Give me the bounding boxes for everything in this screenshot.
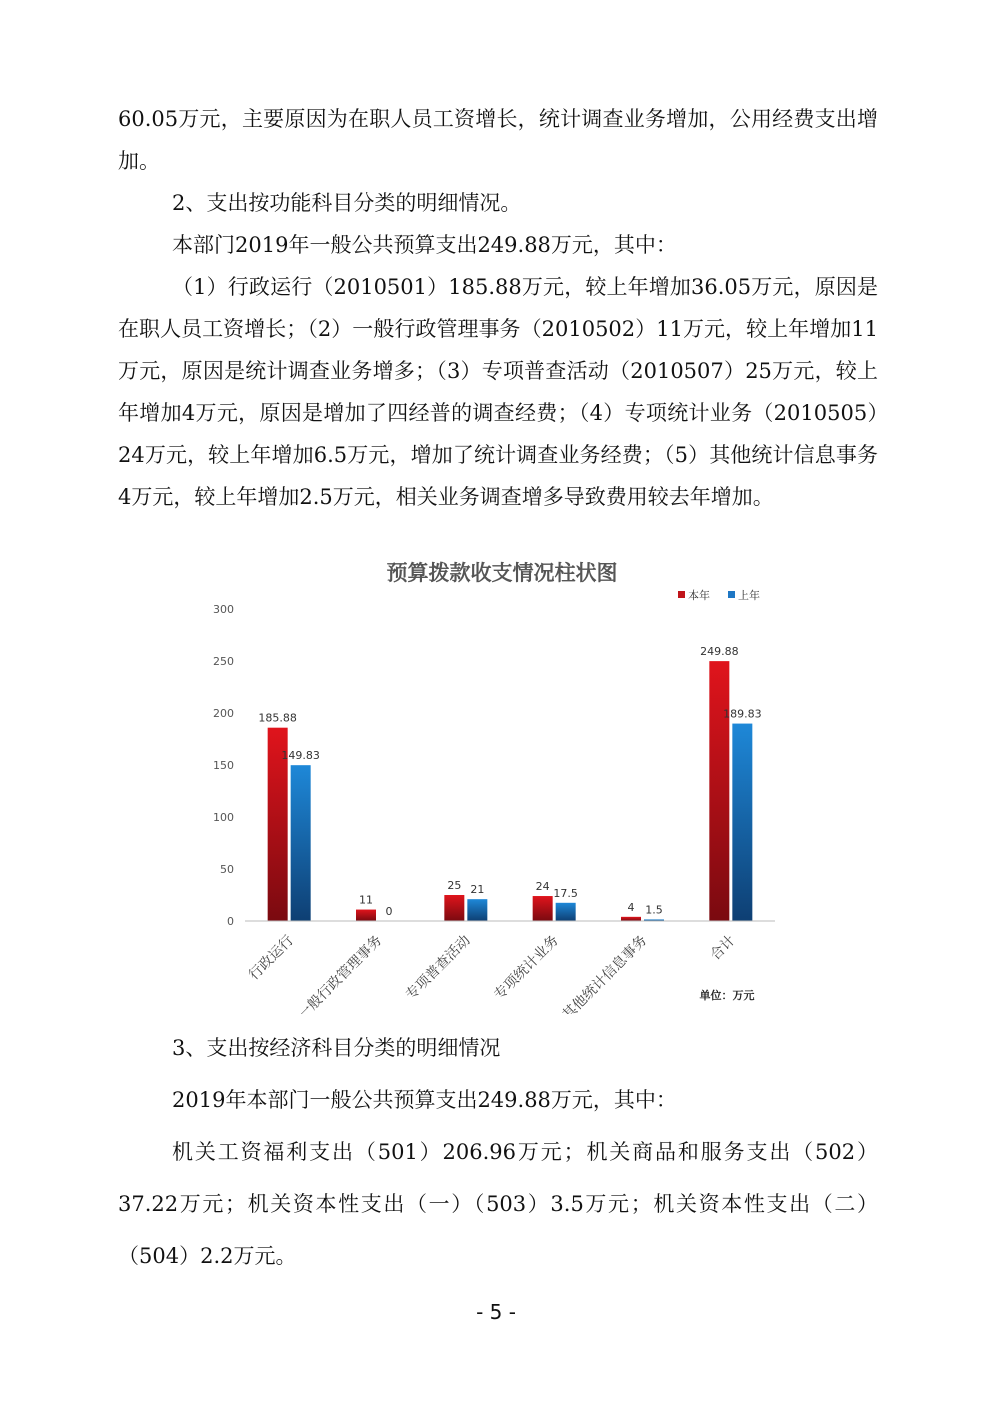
x-tick-label: 专项统计业务 xyxy=(491,932,562,1004)
bar-label-current-year: 185.88 xyxy=(258,711,297,725)
section-2-heading: 2、支出按功能科目分类的明细情况。 xyxy=(172,191,522,215)
y-tick-label: 250 xyxy=(213,655,234,668)
budget-bar-chart xyxy=(200,554,792,1014)
bar-label-current-year: 4 xyxy=(627,900,635,914)
y-tick-label: 100 xyxy=(213,811,234,824)
y-axis xyxy=(213,603,234,928)
unit-note: 单位：万元 xyxy=(699,989,755,1002)
section-2-intro: 本部门2019年一般公共预算支出249.88万元，其中： xyxy=(172,233,677,257)
legend-label-previous-year: 上年 xyxy=(738,589,760,602)
y-tick-label: 50 xyxy=(220,863,234,876)
bar-label-previous-year: 21 xyxy=(470,883,485,897)
bar-previous-year xyxy=(467,899,487,921)
bar-current-year xyxy=(533,896,553,921)
y-tick-label: 150 xyxy=(213,759,234,772)
paragraph-continued: 60.05万元，主要原因为在职人员工资增长，统计调查业务增加，公用经费支出增加。 xyxy=(118,107,878,173)
x-tick-label: 行政运行 xyxy=(246,932,297,984)
chart-legend xyxy=(678,588,760,602)
bar-current-year xyxy=(356,910,376,921)
x-tick-label: 一般行政管理事务 xyxy=(294,932,386,1014)
bar-label-previous-year: 189.83 xyxy=(723,707,762,721)
x-tick-label: 专项普查活动 xyxy=(402,932,474,1004)
legend-swatch-current-year xyxy=(678,591,685,598)
bar-label-current-year: 11 xyxy=(359,893,373,907)
bar-label-previous-year: 1.5 xyxy=(645,903,663,917)
section-3-heading: 3、支出按经济科目分类的明细情况 xyxy=(172,1036,501,1060)
bar-label-current-year: 24 xyxy=(535,880,550,894)
bar-previous-year xyxy=(556,903,576,921)
x-tick-label: 其他统计信息事务 xyxy=(559,932,651,1014)
page-number: - 5 - xyxy=(476,1300,516,1324)
y-tick-label: 0 xyxy=(227,915,234,928)
legend-label-current-year: 本年 xyxy=(688,589,710,602)
section-3-detail: 机关工资福利支出（501）206.96万元；机关商品和服务支出（502）37.22万元；机关资本性支出（一）（503）3.5万元；机关资本性支出（二）（504）2.2万元。 xyxy=(118,1140,878,1268)
bar-previous-year xyxy=(732,724,752,921)
y-tick-label: 300 xyxy=(213,603,234,616)
section-3-intro: 2019年本部门一般公共预算支出249.88万元，其中： xyxy=(172,1088,677,1112)
bar-label-previous-year: 149.83 xyxy=(281,749,320,763)
bar-label-previous-year: 17.5 xyxy=(553,886,578,900)
y-tick-label: 200 xyxy=(213,707,234,720)
section-2-detail: （1）行政运行（2010501）185.88万元，较上年增加36.05万元，原因是在职人员工资增长；（2）一般行政管理事务（2010502）11万元，较上年增加11万元，原因是统计调查业务增多；（3）专项普查活动（2010507）25万元，较上年增加4万元，原因是增加了四经普的调查经费；（4）专项统计业务（2010505）24万元，较上年增加6.5万元，增加了统计调查业务经费；（5）其他统计信息事务4万元，较上年增加2.5万元，相关业务调查增多导致费用较去年增加。 xyxy=(118,275,878,509)
x-tick-label: 合计 xyxy=(707,932,739,964)
bar-label-current-year: 25 xyxy=(447,879,462,892)
bar-label-current-year: 249.88 xyxy=(700,645,739,659)
bars xyxy=(258,645,761,921)
bar-label-previous-year: 0 xyxy=(385,905,393,918)
legend-swatch-previous-year xyxy=(728,591,735,598)
x-axis-labels xyxy=(246,932,739,1014)
chart-svg xyxy=(200,554,792,1014)
bar-previous-year xyxy=(291,765,311,921)
bar-current-year xyxy=(709,661,729,921)
chart-title: 预算拨款收支情况柱状图 xyxy=(386,561,618,585)
bar-current-year xyxy=(621,917,641,921)
bar-current-year xyxy=(444,895,464,921)
